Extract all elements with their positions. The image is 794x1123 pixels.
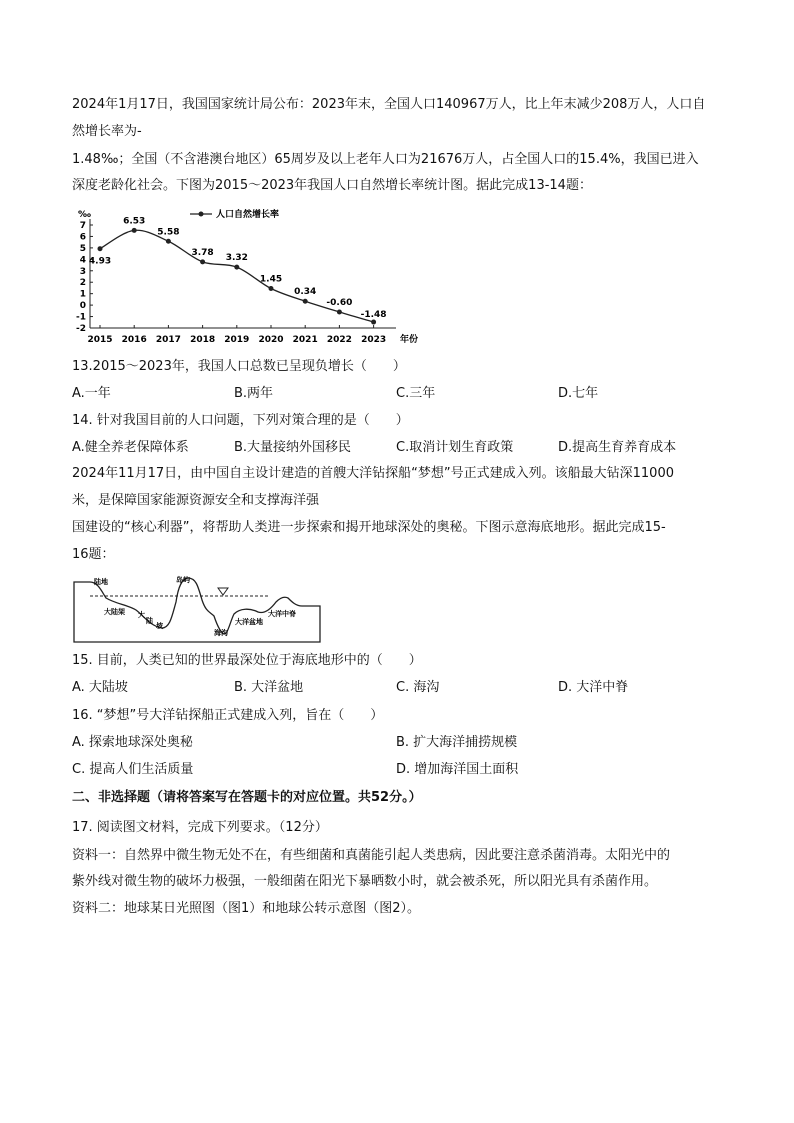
passage-line: 16题： (72, 547, 115, 562)
option-c: C. 提高人们生活质量 (72, 762, 194, 777)
data-point (98, 246, 103, 251)
data-label: 5.58 (157, 227, 180, 238)
water-level-icon (218, 588, 228, 595)
option-b: B. 大洋盆地 (234, 680, 304, 695)
option-a: A.一年 (72, 386, 111, 401)
question-stem: 14. 针对我国目前的人口问题，下列对策合理的是（ ） (72, 413, 409, 428)
data-point (132, 228, 137, 233)
question-stem: 15. 目前，人类已知的世界最深处位于海底地形中的（ ） (72, 653, 422, 668)
y-tick-label: 3 (79, 266, 86, 277)
data-point (269, 286, 274, 291)
intro-line: 深度老龄化社会。下图为2015～2023年我国人口自然增长率统计图。据此完成13-14题： (72, 178, 592, 193)
data-point (303, 299, 308, 304)
x-tick-label: 2023 (361, 335, 387, 345)
material-1-line: 资料一：自然界中微生物无处不在，有些细菌和真菌能引起人类患病，因此要注意杀菌消毒。太阳光中的 (72, 848, 671, 863)
data-label: 3.32 (225, 253, 248, 264)
y-tick-label: 1 (79, 289, 86, 300)
option-b: B.两年 (234, 386, 274, 401)
legend-marker (199, 212, 204, 217)
x-tick-label: 2017 (155, 335, 181, 345)
passage-line: 国建设的“核心利器”，将帮助人类进一步探索和揭开地球深处的奥秘。下图示意海底地形。据此完成15- (72, 520, 666, 535)
legend-label: 人口自然增长率 (216, 210, 280, 220)
label-slope-1: 大 (138, 611, 145, 619)
population-growth-chart (66, 204, 436, 350)
option-c: C.三年 (396, 386, 436, 401)
y-tick-label: 7 (79, 221, 86, 231)
option-b: B. 扩大海洋捕捞规模 (396, 735, 518, 750)
y-tick-label: 0 (79, 301, 86, 312)
label-ridge: 大洋中脊 (268, 610, 296, 618)
label-slope-2: 陆 (146, 617, 153, 625)
data-label: 6.53 (123, 216, 146, 227)
option-d: D. 大洋中脊 (558, 680, 629, 695)
data-point (200, 259, 205, 264)
x-axis-label: 年份 (400, 335, 419, 345)
x-tick-label: 2016 (121, 335, 147, 345)
option-a: A. 探索地球深处奥秘 (72, 735, 193, 750)
intro-line: 1.48‰；全国（不含港澳台地区）65周岁及以上老年人口为21676万人，占全国人口的15.4%，我国已进入 (72, 152, 699, 167)
option-a: A. 大陆坡 (72, 680, 128, 695)
section-title: 二、非选择题（请将答案写在答题卡的对应位置。共52分。） (72, 790, 422, 805)
y-axis-unit: ‰ (78, 210, 91, 220)
x-tick-label: 2019 (224, 335, 250, 345)
label-trench: 海沟 (214, 629, 228, 637)
data-label: 4.93 (88, 256, 112, 267)
label-basin: 大洋盆地 (235, 618, 263, 626)
y-tick-label: -1 (76, 312, 86, 323)
y-tick-label: 5 (79, 243, 86, 254)
data-label: -1.48 (360, 310, 387, 321)
option-a: A.健全养老保障体系 (72, 440, 189, 455)
material-2: 资料二：地球某日光照图（图1）和地球公转示意图（图2）。 (72, 901, 421, 916)
label-slope-3: 坡 (156, 622, 163, 630)
seafloor-diagram (72, 572, 324, 644)
data-label: 0.34 (294, 287, 317, 298)
y-tick-label: 2 (79, 278, 86, 289)
question-stem: 17. 阅读图文材料，完成下列要求。（12分） (72, 820, 328, 835)
intro-line: 2024年1月17日，我国国家统计局公布：2023年末，全国人口140967万人，比上年末减少208万人，人口自 (72, 97, 706, 112)
x-tick-label: 2015 (87, 335, 113, 345)
question-stem: 13.2015～2023年，我国人口总数已呈现负增长（ ） (72, 359, 406, 374)
option-d: D.提高生育养育成本 (558, 440, 677, 455)
data-label: 1.45 (259, 274, 283, 285)
option-c: C. 海沟 (396, 680, 440, 695)
series-line (100, 230, 374, 322)
passage-line: 2024年11月17日，由中国自主设计建造的首艘大洋钻探船“梦想”号正式建成入列。该船最大钻深11000 (72, 466, 674, 481)
label-island: 岛屿 (176, 576, 190, 584)
label-shelf: 大陆架 (104, 608, 125, 616)
option-d: D.七年 (558, 386, 599, 401)
data-point (166, 239, 171, 244)
x-tick-label: 2018 (190, 335, 216, 345)
material-1-line: 紫外线对微生物的破坏力极强，一般细菌在阳光下暴晒数小时，就会被杀死，所以阳光具有杀菌作用。 (72, 874, 658, 889)
option-d: D. 增加海洋国土面积 (396, 762, 519, 777)
y-tick-label: -2 (76, 324, 86, 334)
option-c: C.取消计划生育政策 (396, 440, 514, 455)
x-tick-label: 2022 (326, 335, 352, 345)
y-tick-label: 4 (79, 255, 86, 266)
question-stem: 16. “梦想”号大洋钻探船正式建成入列，旨在（ ） (72, 708, 384, 723)
data-label: -0.60 (326, 297, 353, 308)
data-point (337, 309, 342, 314)
label-land: 陆地 (94, 578, 108, 586)
intro-line: 然增长率为- (72, 124, 142, 139)
y-tick-label: 6 (79, 232, 86, 243)
option-b: B.大量接纳外国移民 (234, 440, 352, 455)
passage-line: 米，是保障国家能源资源安全和支撑海洋强 (72, 493, 320, 508)
x-tick-label: 2020 (258, 335, 284, 345)
data-point (371, 320, 376, 325)
data-point (234, 265, 239, 270)
data-label: 3.78 (191, 247, 214, 258)
x-tick-label: 2021 (292, 335, 318, 345)
